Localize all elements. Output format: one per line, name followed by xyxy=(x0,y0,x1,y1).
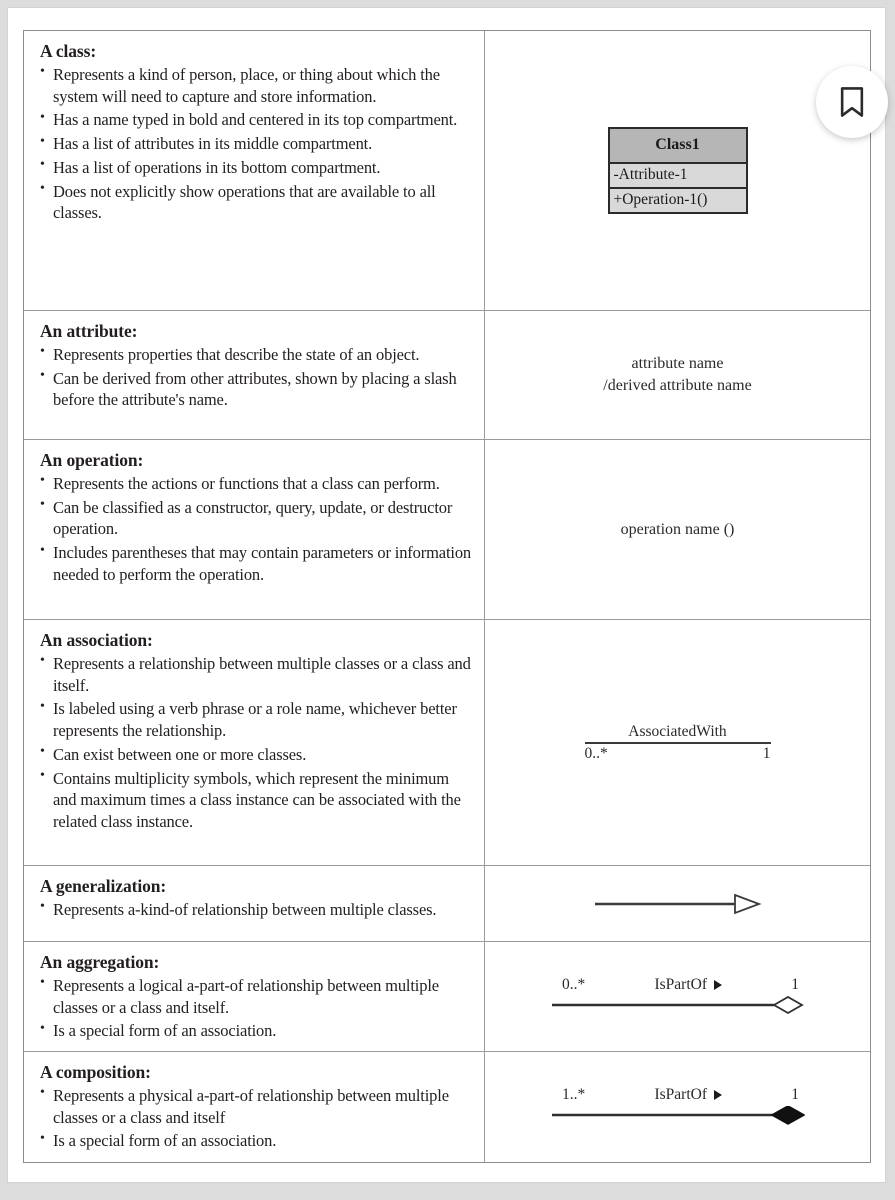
table-row xyxy=(24,440,870,620)
aggregation-label: IsPartOf xyxy=(654,975,708,993)
bullet-list xyxy=(40,473,472,586)
bullet-list xyxy=(40,344,472,411)
aggregation-line xyxy=(550,996,805,1018)
term-label: An attribute: xyxy=(40,321,138,341)
attribute-name-figure xyxy=(603,353,751,396)
figure-cell xyxy=(485,311,870,439)
filled-diamond-icon xyxy=(550,1106,805,1128)
multiplicity-right: 1 xyxy=(762,744,771,762)
association-label: AssociatedWith xyxy=(628,722,727,740)
document-page xyxy=(8,8,885,1182)
list-item: • Represents a-kind-of relationship between multiple classes. xyxy=(40,899,472,921)
table-row xyxy=(24,1052,870,1162)
list-item: • Has a name typed in bold and centered in its top compartment. xyxy=(40,109,472,131)
aggregation-labels xyxy=(550,976,805,996)
list-item: • Has a list of attributes in its middle compartment. xyxy=(40,133,472,155)
composition-labels xyxy=(550,1086,805,1106)
table-row xyxy=(24,620,870,866)
figure-line-2: /derived attribute name xyxy=(603,377,752,394)
bookmark-icon xyxy=(837,86,867,118)
list-item: • Can be classified as a constructor, query, update, or destructor operation. xyxy=(40,497,472,541)
multiplicity-left: 0..* xyxy=(562,975,586,993)
bullet-list xyxy=(40,653,472,833)
term-label: An aggregation: xyxy=(40,952,160,972)
description-cell xyxy=(24,440,485,619)
bullet-list xyxy=(40,64,472,224)
bullet-list xyxy=(40,975,472,1042)
description-cell xyxy=(24,866,485,941)
bookmark-button[interactable] xyxy=(816,66,888,138)
term-label: An association: xyxy=(40,630,153,650)
class-attribute: -Attribute-1 xyxy=(610,164,746,189)
list-item: • Represents a relationship between multiple classes or a class and itself. xyxy=(40,653,472,697)
bullet-list xyxy=(40,899,472,921)
multiplicity-left: 0..* xyxy=(584,744,608,762)
class-name: Class1 xyxy=(610,129,746,164)
generalization-figure xyxy=(593,892,763,916)
table-row xyxy=(24,942,870,1052)
list-item: • Represents a kind of person, place, or thing about which the system will need to capture and store information. xyxy=(40,64,472,108)
figure-line-1: attribute name xyxy=(631,355,724,373)
term-label: A generalization: xyxy=(40,876,167,896)
association-figure xyxy=(585,723,771,763)
list-item: • Is labeled using a verb phrase or a role name, whichever better represents the relationship. xyxy=(40,698,472,742)
class-operation: +Operation-1() xyxy=(610,189,746,212)
aggregation-figure xyxy=(550,976,805,1018)
direction-triangle-icon xyxy=(714,980,722,990)
composition-label: IsPartOf xyxy=(654,1086,708,1103)
figure-cell xyxy=(485,1052,870,1162)
list-item: • Does not explicitly show operations that are available to all classes. xyxy=(40,181,472,225)
description-cell xyxy=(24,620,485,865)
figure-cell xyxy=(485,620,870,865)
table-row xyxy=(24,866,870,942)
description-cell xyxy=(24,1052,485,1162)
multiplicity-right: 1 xyxy=(791,1086,799,1103)
figure-cell xyxy=(485,31,870,310)
class-box-figure xyxy=(608,127,748,214)
multiplicity-right: 1 xyxy=(791,975,799,993)
list-item: • Represents a logical a-part-of relationship between multiple classes or a class and itself. xyxy=(40,975,472,1019)
description-cell xyxy=(24,311,485,439)
description-cell xyxy=(24,942,485,1051)
list-item: • Represents a physical a-part-of relationship between multiple classes or a class and itself xyxy=(40,1085,472,1129)
bullet-list xyxy=(40,1085,472,1152)
list-item: • Has a list of operations in its bottom compartment. xyxy=(40,157,472,179)
description-cell xyxy=(24,31,485,310)
aggregation-role xyxy=(654,976,722,994)
figure-line-1: operation name () xyxy=(620,520,735,538)
composition-line xyxy=(550,1106,805,1128)
term-label: An operation: xyxy=(40,450,144,470)
list-item: • Represents properties that describe the state of an object. xyxy=(40,344,472,366)
generalization-arrow-icon xyxy=(593,892,763,916)
uml-notation-table xyxy=(23,30,871,1163)
list-item: • Is a special form of an association. xyxy=(40,1020,472,1042)
list-item: • Can exist between one or more classes. xyxy=(40,744,472,766)
figure-cell xyxy=(485,440,870,619)
table-row xyxy=(24,311,870,440)
operation-name-figure xyxy=(621,519,735,541)
term-label: A composition: xyxy=(40,1062,151,1082)
hollow-diamond-icon xyxy=(550,996,805,1018)
composition-role xyxy=(654,1086,722,1104)
term-label: A class: xyxy=(40,41,97,61)
list-item: • Includes parentheses that may contain parameters or information needed to perform the operation. xyxy=(40,542,472,586)
direction-triangle-icon xyxy=(714,1090,722,1100)
list-item: • Contains multiplicity symbols, which represent the minimum and maximum times a class instance can be associated with the related class instance. xyxy=(40,768,472,833)
figure-cell xyxy=(485,866,870,941)
list-item: • Is a special form of an association. xyxy=(40,1130,472,1152)
list-item: • Can be derived from other attributes, shown by placing a slash before the attribute's name. xyxy=(40,368,472,412)
multiplicity-left: 1..* xyxy=(562,1086,586,1103)
association-multiplicities xyxy=(585,744,771,763)
figure-cell xyxy=(485,942,870,1051)
composition-figure xyxy=(550,1086,805,1128)
list-item: • Represents the actions or functions that a class can perform. xyxy=(40,473,472,495)
table-row xyxy=(24,31,870,311)
